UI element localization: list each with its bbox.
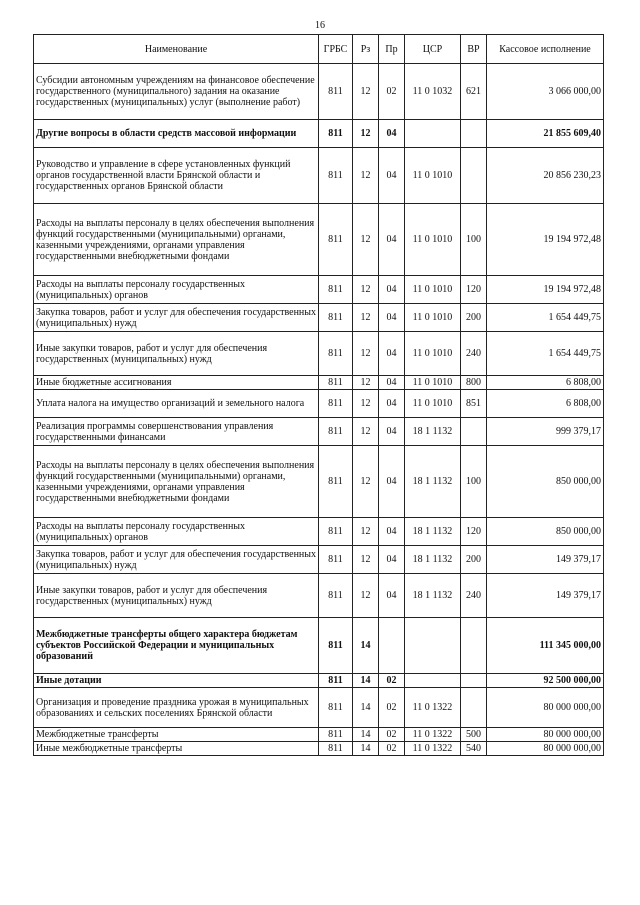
table-row bbox=[34, 276, 604, 304]
cell-name: Другие вопросы в области средств массовой информации bbox=[34, 120, 319, 148]
cell-pr: 04 bbox=[379, 276, 405, 304]
page-number: 16 bbox=[315, 20, 325, 31]
cell-rz: 12 bbox=[353, 446, 379, 518]
cell-vr bbox=[461, 120, 487, 148]
cell-name: Субсидии автономным учреждениям на финансовое обеспечение государственного (муниципального) задания на оказание государственных (муниципальных) услуг (выполнение работ) bbox=[34, 64, 319, 120]
cell-csr: 11 0 1010 bbox=[405, 390, 461, 418]
cell-vr: 100 bbox=[461, 204, 487, 276]
table-row bbox=[34, 64, 604, 120]
cell-pr: 04 bbox=[379, 148, 405, 204]
cell-grbs: 811 bbox=[319, 148, 353, 204]
table-row bbox=[34, 332, 604, 376]
cell-csr: 18 1 1132 bbox=[405, 546, 461, 574]
cell-pr: 04 bbox=[379, 304, 405, 332]
cell-csr: 11 0 1322 bbox=[405, 742, 461, 756]
cell-grbs: 811 bbox=[319, 276, 353, 304]
cell-rz: 12 bbox=[353, 390, 379, 418]
cell-vr bbox=[461, 618, 487, 674]
cell-amount: 80 000 000,00 bbox=[487, 688, 604, 728]
header-csr: ЦСР bbox=[405, 35, 461, 64]
cell-pr: 04 bbox=[379, 376, 405, 390]
table-row bbox=[34, 204, 604, 276]
cell-vr: 240 bbox=[461, 332, 487, 376]
cell-amount: 21 855 609,40 bbox=[487, 120, 604, 148]
cell-name: Расходы на выплаты персоналу государственных (муниципальных) органов bbox=[34, 518, 319, 546]
cell-csr: 11 0 1010 bbox=[405, 276, 461, 304]
cell-pr: 04 bbox=[379, 418, 405, 446]
cell-vr: 800 bbox=[461, 376, 487, 390]
table-row bbox=[34, 390, 604, 418]
cell-rz: 12 bbox=[353, 574, 379, 618]
cell-vr bbox=[461, 148, 487, 204]
table-row bbox=[34, 446, 604, 518]
cell-rz: 14 bbox=[353, 728, 379, 742]
cell-pr: 02 bbox=[379, 64, 405, 120]
cell-csr: 11 0 1032 bbox=[405, 64, 461, 120]
cell-name: Иные закупки товаров, работ и услуг для обеспечения государственных (муниципальных) нужд bbox=[34, 332, 319, 376]
cell-pr: 04 bbox=[379, 390, 405, 418]
table-row bbox=[34, 618, 604, 674]
cell-grbs: 811 bbox=[319, 728, 353, 742]
cell-amount: 80 000 000,00 bbox=[487, 728, 604, 742]
cell-rz: 12 bbox=[353, 332, 379, 376]
cell-pr: 04 bbox=[379, 332, 405, 376]
cell-rz: 14 bbox=[353, 742, 379, 756]
cell-amount: 19 194 972,48 bbox=[487, 276, 604, 304]
cell-amount: 19 194 972,48 bbox=[487, 204, 604, 276]
cell-name: Межбюджетные трансферты общего характера бюджетам субъектов Российской Федерации и муниципальных образований bbox=[34, 618, 319, 674]
cell-rz: 12 bbox=[353, 376, 379, 390]
cell-name: Межбюджетные трансферты bbox=[34, 728, 319, 742]
cell-amount: 149 379,17 bbox=[487, 574, 604, 618]
cell-amount: 80 000 000,00 bbox=[487, 742, 604, 756]
cell-vr bbox=[461, 418, 487, 446]
cell-grbs: 811 bbox=[319, 390, 353, 418]
table-row bbox=[34, 418, 604, 446]
table-row bbox=[34, 546, 604, 574]
cell-vr bbox=[461, 674, 487, 688]
cell-amount: 111 345 000,00 bbox=[487, 618, 604, 674]
cell-amount: 850 000,00 bbox=[487, 518, 604, 546]
cell-grbs: 811 bbox=[319, 574, 353, 618]
cell-grbs: 811 bbox=[319, 546, 353, 574]
cell-pr: 04 bbox=[379, 446, 405, 518]
cell-csr bbox=[405, 618, 461, 674]
cell-grbs: 811 bbox=[319, 332, 353, 376]
header-pr: Пр bbox=[379, 35, 405, 64]
cell-name: Расходы на выплаты персоналу государственных (муниципальных) органов bbox=[34, 276, 319, 304]
cell-csr: 11 0 1010 bbox=[405, 204, 461, 276]
cell-name: Расходы на выплаты персоналу в целях обеспечения выполнения функций государственными (муниципальными) органами, казенными учреждениями, органами управления государственными внебюджетными фондами bbox=[34, 446, 319, 518]
cell-rz: 14 bbox=[353, 674, 379, 688]
cell-name: Организация и проведение праздника урожая в муниципальных образованиях и сельских поселениях Брянской области bbox=[34, 688, 319, 728]
cell-pr: 02 bbox=[379, 728, 405, 742]
header-name: Наименование bbox=[34, 35, 319, 64]
cell-vr: 851 bbox=[461, 390, 487, 418]
table-row bbox=[34, 304, 604, 332]
cell-name: Иные бюджетные ассигнования bbox=[34, 376, 319, 390]
cell-vr: 240 bbox=[461, 574, 487, 618]
cell-csr: 18 1 1132 bbox=[405, 446, 461, 518]
cell-grbs: 811 bbox=[319, 518, 353, 546]
cell-vr: 500 bbox=[461, 728, 487, 742]
cell-rz: 12 bbox=[353, 418, 379, 446]
cell-amount: 1 654 449,75 bbox=[487, 304, 604, 332]
cell-csr: 11 0 1010 bbox=[405, 376, 461, 390]
cell-grbs: 811 bbox=[319, 64, 353, 120]
cell-name: Закупка товаров, работ и услуг для обеспечения государственных (муниципальных) нужд bbox=[34, 304, 319, 332]
cell-vr: 120 bbox=[461, 518, 487, 546]
table-row bbox=[34, 376, 604, 390]
cell-name: Реализация программы совершенствования управления государственными финансами bbox=[34, 418, 319, 446]
cell-pr bbox=[379, 618, 405, 674]
table-row bbox=[34, 688, 604, 728]
cell-vr: 200 bbox=[461, 304, 487, 332]
cell-vr: 540 bbox=[461, 742, 487, 756]
cell-rz: 12 bbox=[353, 276, 379, 304]
cell-grbs: 811 bbox=[319, 618, 353, 674]
cell-vr: 200 bbox=[461, 546, 487, 574]
cell-csr: 11 0 1010 bbox=[405, 148, 461, 204]
budget-table bbox=[33, 34, 604, 756]
cell-rz: 14 bbox=[353, 618, 379, 674]
cell-vr: 621 bbox=[461, 64, 487, 120]
cell-grbs: 811 bbox=[319, 376, 353, 390]
cell-name: Иные закупки товаров, работ и услуг для обеспечения государственных (муниципальных) нужд bbox=[34, 574, 319, 618]
header-grbs: ГРБС bbox=[319, 35, 353, 64]
cell-pr: 02 bbox=[379, 674, 405, 688]
cell-pr: 04 bbox=[379, 546, 405, 574]
table-body bbox=[34, 64, 604, 756]
cell-pr: 04 bbox=[379, 204, 405, 276]
cell-csr: 18 1 1132 bbox=[405, 518, 461, 546]
cell-csr: 11 0 1010 bbox=[405, 332, 461, 376]
cell-pr: 02 bbox=[379, 688, 405, 728]
cell-grbs: 811 bbox=[319, 304, 353, 332]
header-amount: Кассовое исполнение bbox=[487, 35, 604, 64]
cell-amount: 1 654 449,75 bbox=[487, 332, 604, 376]
table-row bbox=[34, 674, 604, 688]
cell-amount: 3 066 000,00 bbox=[487, 64, 604, 120]
cell-rz: 12 bbox=[353, 204, 379, 276]
cell-csr: 11 0 1322 bbox=[405, 688, 461, 728]
cell-grbs: 811 bbox=[319, 674, 353, 688]
cell-csr bbox=[405, 674, 461, 688]
cell-amount: 6 808,00 bbox=[487, 376, 604, 390]
cell-vr: 100 bbox=[461, 446, 487, 518]
cell-vr: 120 bbox=[461, 276, 487, 304]
cell-grbs: 811 bbox=[319, 418, 353, 446]
header-rz: Рз bbox=[353, 35, 379, 64]
cell-name: Уплата налога на имущество организаций и земельного налога bbox=[34, 390, 319, 418]
cell-grbs: 811 bbox=[319, 688, 353, 728]
cell-amount: 999 379,17 bbox=[487, 418, 604, 446]
cell-pr: 04 bbox=[379, 574, 405, 618]
cell-amount: 6 808,00 bbox=[487, 390, 604, 418]
cell-rz: 12 bbox=[353, 64, 379, 120]
cell-amount: 149 379,17 bbox=[487, 546, 604, 574]
table-row bbox=[34, 518, 604, 546]
cell-pr: 02 bbox=[379, 742, 405, 756]
cell-name: Иные дотации bbox=[34, 674, 319, 688]
cell-name: Руководство и управление в сфере установленных функций органов государственной власти Брянской области и государственных органов Брянской области bbox=[34, 148, 319, 204]
cell-amount: 20 856 230,23 bbox=[487, 148, 604, 204]
cell-csr bbox=[405, 120, 461, 148]
table-row bbox=[34, 120, 604, 148]
cell-pr: 04 bbox=[379, 518, 405, 546]
table-row bbox=[34, 574, 604, 618]
table-row bbox=[34, 742, 604, 756]
cell-csr: 11 0 1010 bbox=[405, 304, 461, 332]
cell-name: Расходы на выплаты персоналу в целях обеспечения выполнения функций государственными (муниципальными) органами, казенными учреждениями, органами управления государственными внебюджетными фондами bbox=[34, 204, 319, 276]
table-header-row bbox=[34, 35, 604, 64]
cell-amount: 850 000,00 bbox=[487, 446, 604, 518]
cell-grbs: 811 bbox=[319, 446, 353, 518]
cell-name: Закупка товаров, работ и услуг для обеспечения государственных (муниципальных) нужд bbox=[34, 546, 319, 574]
cell-rz: 12 bbox=[353, 120, 379, 148]
table-row bbox=[34, 728, 604, 742]
cell-amount: 92 500 000,00 bbox=[487, 674, 604, 688]
cell-csr: 11 0 1322 bbox=[405, 728, 461, 742]
cell-pr: 04 bbox=[379, 120, 405, 148]
cell-rz: 12 bbox=[353, 546, 379, 574]
cell-grbs: 811 bbox=[319, 120, 353, 148]
cell-rz: 14 bbox=[353, 688, 379, 728]
cell-csr: 18 1 1132 bbox=[405, 574, 461, 618]
cell-csr: 18 1 1132 bbox=[405, 418, 461, 446]
cell-rz: 12 bbox=[353, 148, 379, 204]
cell-vr bbox=[461, 688, 487, 728]
cell-grbs: 811 bbox=[319, 204, 353, 276]
cell-grbs: 811 bbox=[319, 742, 353, 756]
cell-rz: 12 bbox=[353, 518, 379, 546]
cell-rz: 12 bbox=[353, 304, 379, 332]
cell-name: Иные межбюджетные трансферты bbox=[34, 742, 319, 756]
header-vr: ВР bbox=[461, 35, 487, 64]
table-row bbox=[34, 148, 604, 204]
